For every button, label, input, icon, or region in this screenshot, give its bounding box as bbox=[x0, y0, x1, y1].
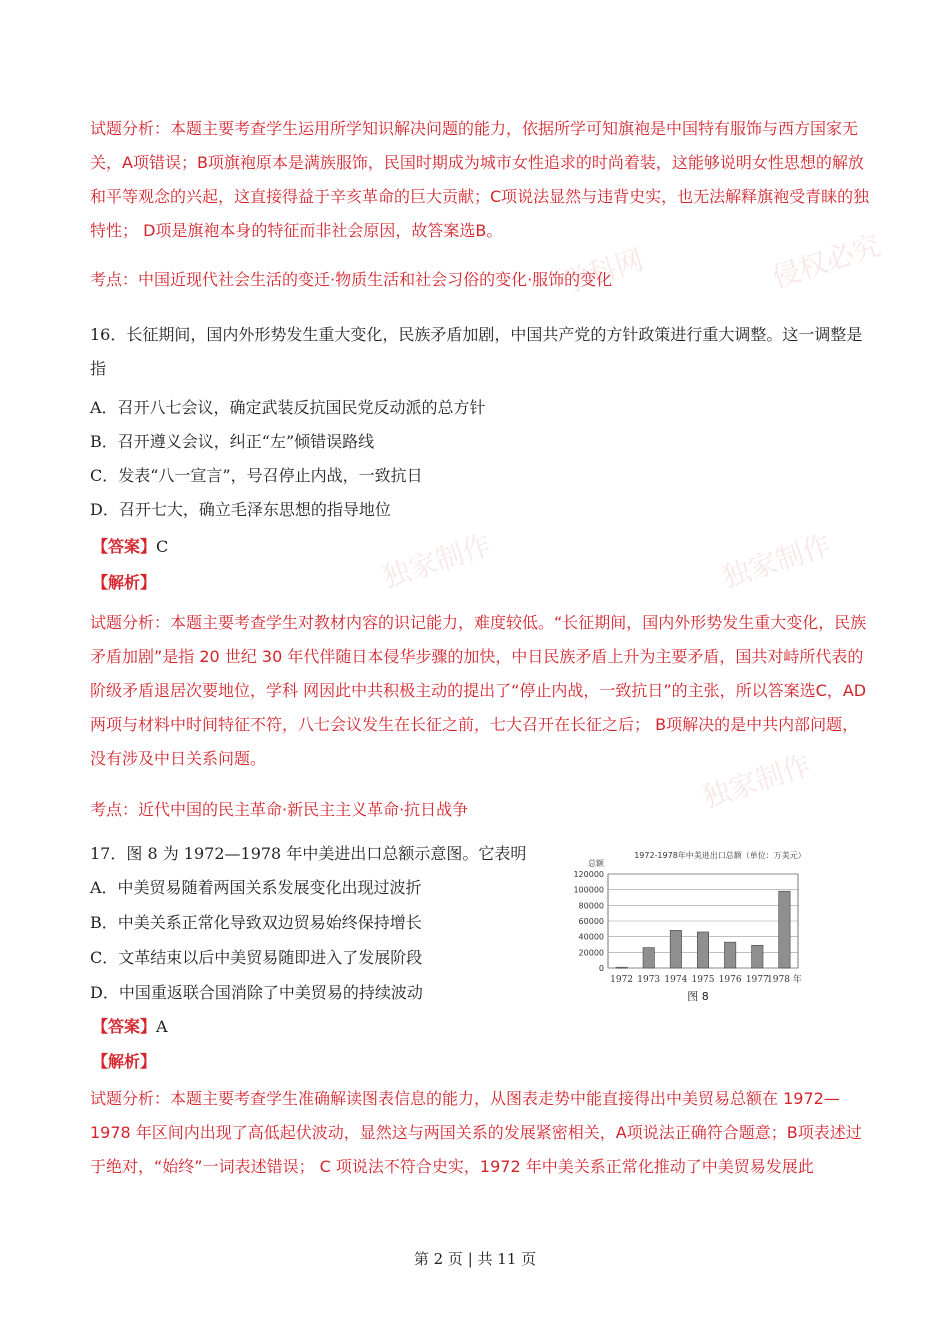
chart-caption: 图 8 bbox=[687, 990, 709, 1003]
y-tick-label: 100000 bbox=[573, 885, 604, 895]
chart-title: 1972-1978年中美进出口总额（单位：万美元） bbox=[634, 851, 806, 860]
answer-label: 【答案】 bbox=[92, 1017, 157, 1036]
q16-jiexi-label: 【解析】 bbox=[92, 573, 157, 592]
page-footer: 第 2 页 | 共 11 页 bbox=[413, 1250, 537, 1268]
y-tick-label: 120000 bbox=[573, 870, 604, 879]
bar-1973 bbox=[643, 948, 654, 968]
q17-analysis: 试题分析：本题主要考查学生准确解读图表信息的能力，从图表走势中能直接得出中美贸易总额在 1972—1978 年区间内出现了高低起伏波动，显然这与两国关系的发展紧密相关，A项说法正确符合题意；B项表述过于绝对，“始终”一词表述错误； C 项说法不符合史实，1972 年中美关系正常化推动了中美贸易发展此 bbox=[90, 1089, 862, 1176]
trade-chart bbox=[558, 846, 850, 1006]
watermark: 独家制作 bbox=[378, 528, 495, 595]
watermark: 独家制作 bbox=[698, 748, 815, 815]
answer-value: A bbox=[156, 1017, 168, 1036]
q17-option-d: D．中国重返联合国消除了中美贸易的持续波动 bbox=[90, 983, 423, 1002]
trade-chart-svg bbox=[558, 846, 850, 1006]
x-tick-label: 1974 bbox=[664, 975, 688, 985]
q17-stem: 17．图 8 为 1972—1978 年中美进出口总额示意图。它表明 bbox=[90, 844, 527, 863]
x-tick-label: 1977 bbox=[745, 975, 769, 985]
q15-analysis: 试题分析：本题主要考查学生运用所学知识解决问题的能力，依据所学可知旗袍是中国特有服饰与西方国家无关，A项错误；B项旗袍原本是满族服饰，民国时期成为城市女性追求的时尚着装，这能够说明女性思想的解放和平等观念的兴起，这直接得益于辛亥革命的巨大贡献；C项说法显然与违背史实，也无法解释旗袍受青睐的独特性； D项是旗袍本身的特征而非社会原因，故答案选B。 bbox=[90, 119, 870, 240]
q17-option-a: A．中美贸易随着两国关系发展变化出现过波折 bbox=[90, 878, 422, 897]
x-tick-label: 1972 bbox=[610, 975, 634, 985]
bar-1978年 bbox=[779, 891, 790, 968]
y-tick-label: 60000 bbox=[578, 917, 604, 926]
q16-analysis: 试题分析：本题主要考查学生对教材内容的识记能力，难度较低。“长征期间，国内外形势发生重大变化，民族矛盾加剧”是指 20 世纪 30 年代伴随日本侵华步骤的加快，中日民族矛盾上升为主要矛盾，国共对峙所代表的阶级矛盾退居次要地位，学科 网因此中共积极主动的提出了“停止内战，一致抗日”的主张，所以答案选C，AD两项与材料中时间特征不符，八七会议发生在长征之前，七大召开在长征之后； B项解决的是中共内部问题，没有涉及中日关系问题。 bbox=[90, 613, 867, 768]
x-tick-label: 1973 bbox=[637, 975, 661, 985]
q16-option-c: C．发表“八一宣言”，号召停止内战，一致抗日 bbox=[90, 466, 423, 485]
q16-kaodian: 考点：近代中国的民主革命·新民主主义革命·抗日战争 bbox=[90, 800, 469, 819]
q17-answer bbox=[92, 1017, 168, 1037]
q17-jiexi-label: 【解析】 bbox=[92, 1052, 157, 1071]
x-tick-label: 1976 bbox=[718, 975, 742, 985]
watermark: 独家制作 bbox=[718, 528, 835, 595]
q16-answer bbox=[92, 537, 168, 557]
q16-option-d: D．召开七大，确立毛泽东思想的指导地位 bbox=[90, 500, 391, 519]
answer-label: 【答案】 bbox=[92, 537, 157, 556]
q16-option-a: A．召开八七会议，确定武装反抗国民党反动派的总方针 bbox=[90, 398, 486, 417]
watermark: 侵权必究 bbox=[768, 228, 885, 295]
q16-stem: 16．长征期间，国内外形势发生重大变化，民族矛盾加剧，中国共产党的方针政策进行重大调整。这一调整是指 bbox=[90, 325, 863, 378]
answer-value: C bbox=[156, 537, 169, 556]
bar-1974 bbox=[670, 930, 681, 968]
y-tick-label: 20000 bbox=[578, 948, 604, 958]
bar-1972 bbox=[616, 967, 627, 968]
x-tick-label: 1975 bbox=[691, 975, 715, 985]
q17-option-b: B．中美关系正常化导致双边贸易始终保持增长 bbox=[90, 913, 422, 932]
q16-option-b: B．召开遵义会议，纠正“左”倾错误路线 bbox=[90, 432, 375, 451]
bar-1975 bbox=[697, 932, 708, 968]
x-tick-label: 1978 年 bbox=[767, 975, 802, 985]
q15-kaodian: 考点：中国近现代社会生活的变迁·物质生活和社会习俗的变化·服饰的变化 bbox=[90, 270, 613, 289]
q17-option-c: C．文革结束以后中美贸易随即进入了发展阶段 bbox=[90, 948, 423, 967]
y-tick-label: 40000 bbox=[578, 932, 604, 942]
chart-ylabel: 总额 bbox=[588, 859, 604, 868]
y-tick-label: 80000 bbox=[578, 901, 604, 911]
y-tick-label: 0 bbox=[598, 964, 604, 973]
watermark: 学科网 bbox=[557, 242, 648, 301]
bar-1977 bbox=[752, 945, 763, 968]
bar-1976 bbox=[724, 942, 735, 968]
